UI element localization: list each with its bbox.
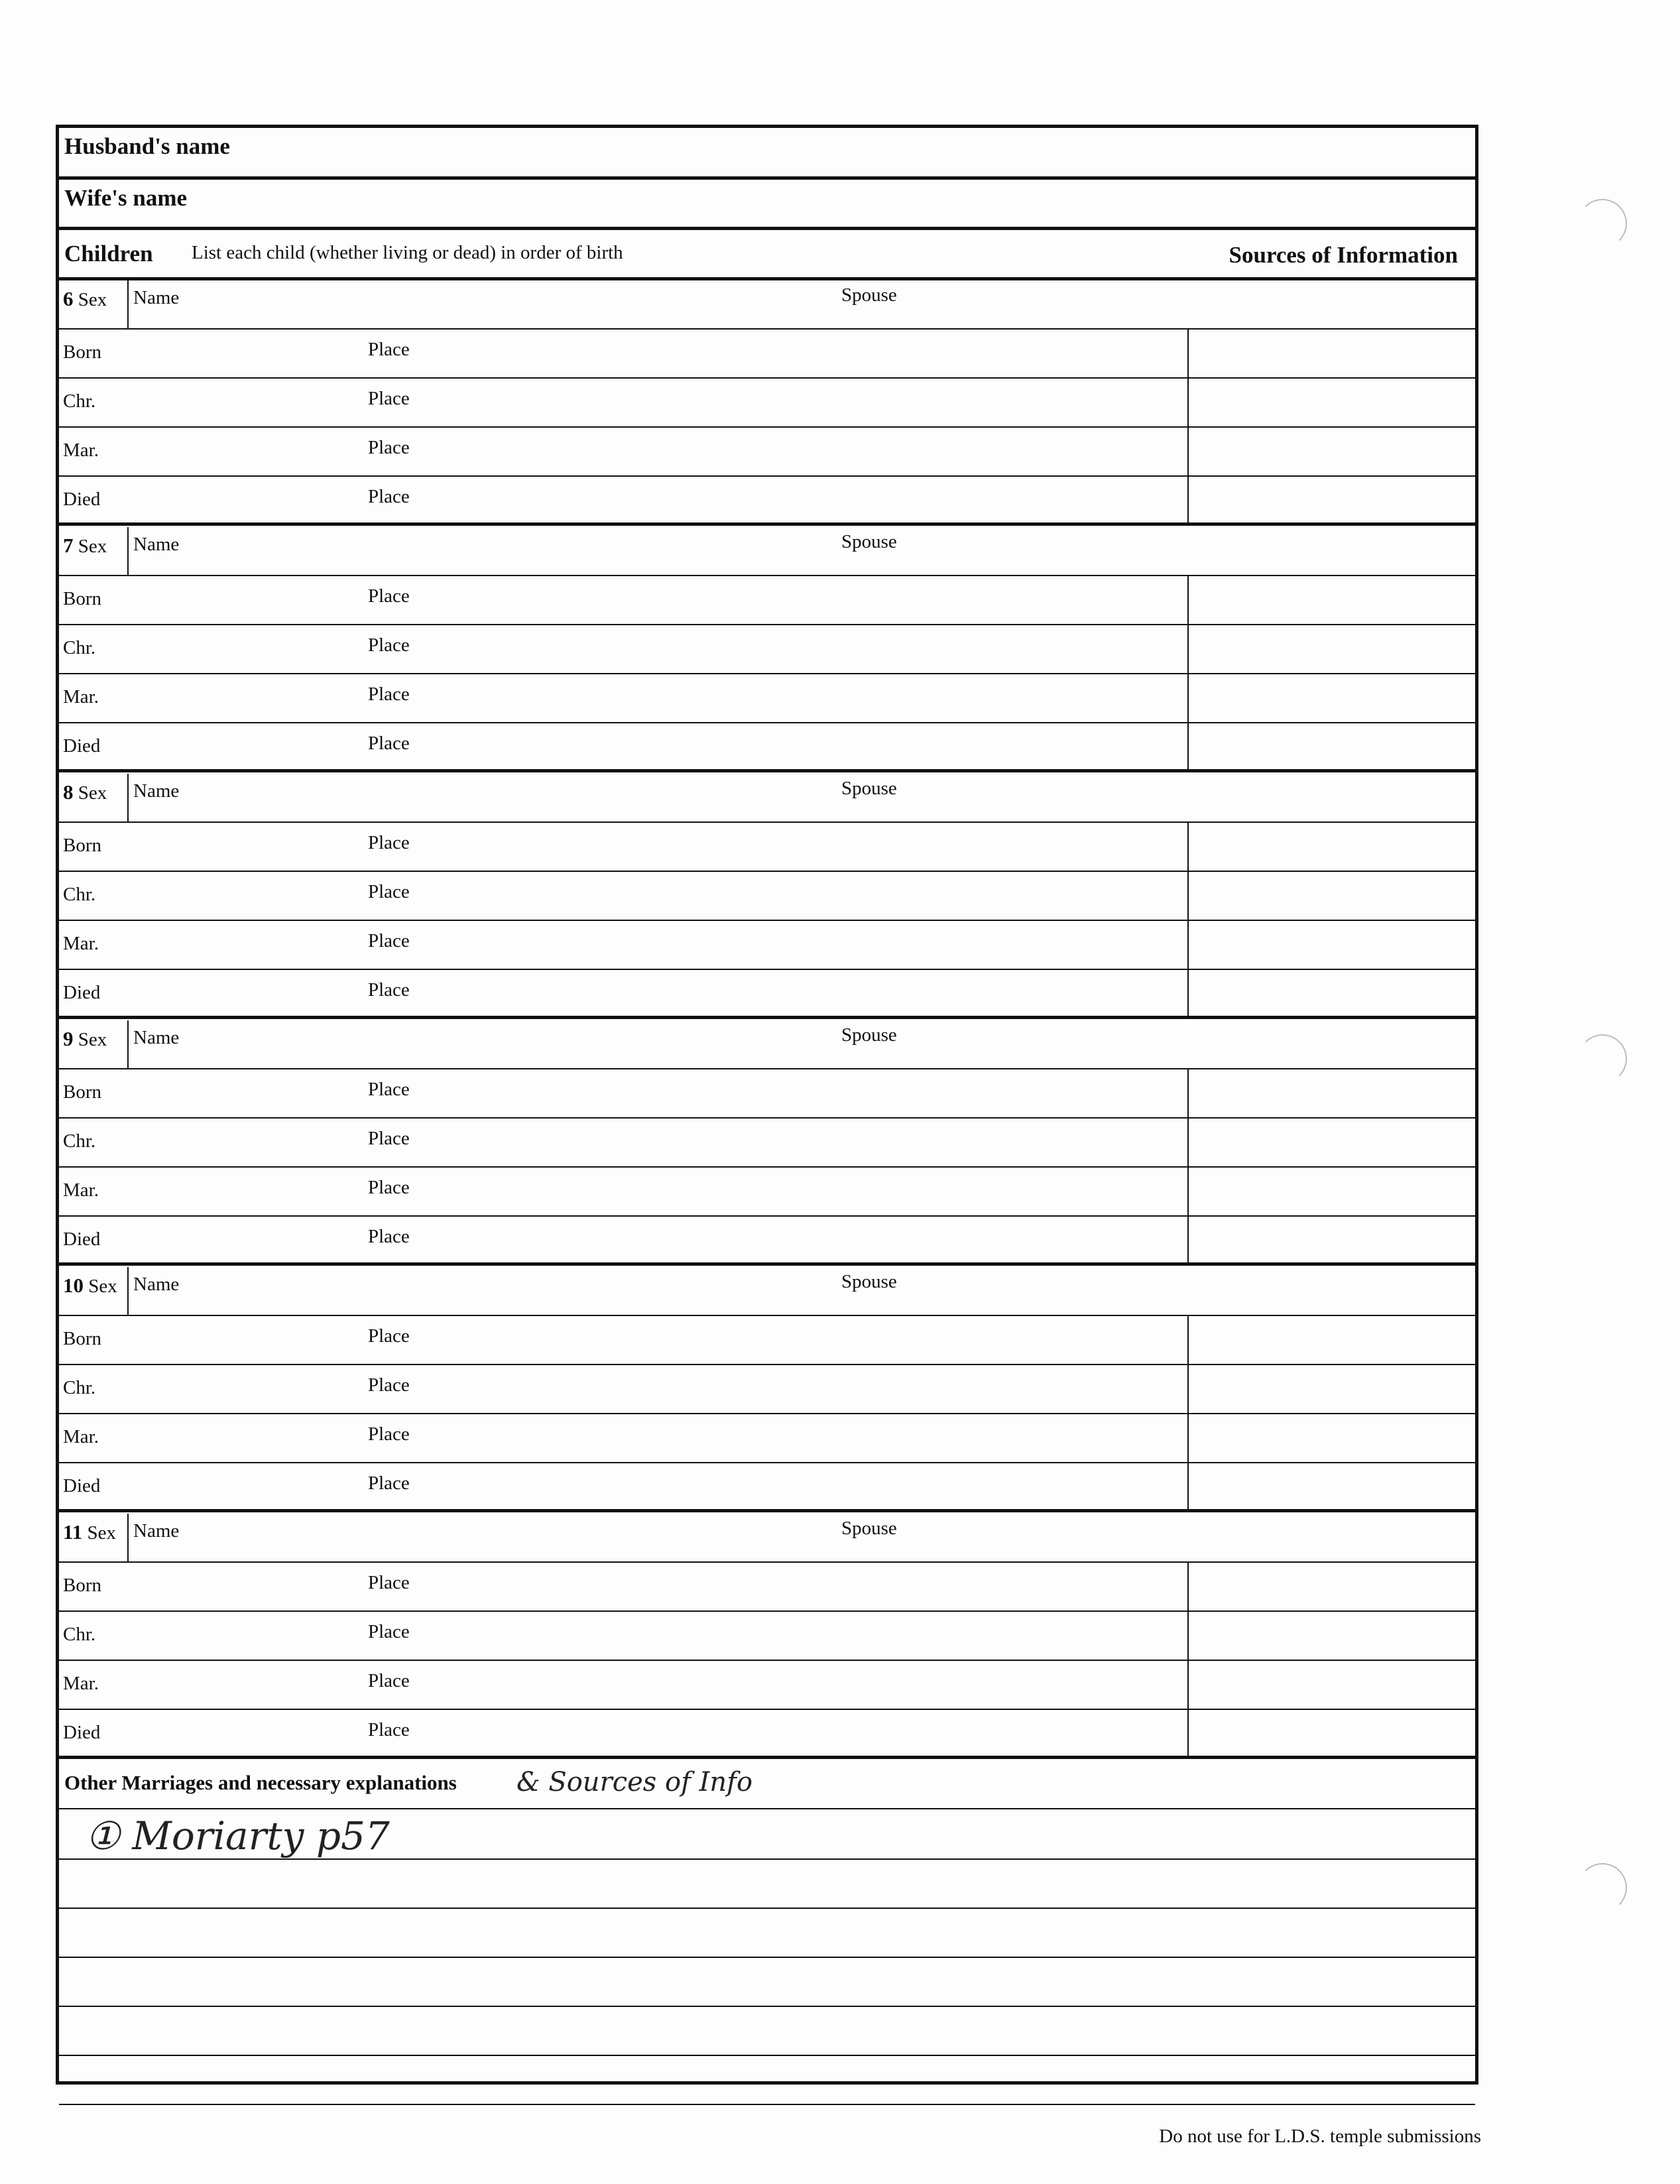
event-row-born[interactable] [59,1316,1475,1365]
other-marriages-header-row [59,1760,1475,1809]
punch-hole-mark [1578,199,1627,248]
source-cell[interactable] [1187,1069,1189,1117]
source-cell[interactable] [1187,477,1189,522]
name-label: Name [133,534,180,555]
husband-name-row[interactable] [59,128,1475,180]
children-label: Children [64,241,153,267]
place-label: Place [368,1374,410,1396]
event-row-mar[interactable] [59,1661,1475,1710]
source-cell[interactable] [1187,625,1189,673]
child-name-row[interactable] [59,280,1475,330]
event-row-born[interactable] [59,1069,1475,1119]
spouse-label: Spouse [841,778,897,799]
child-block [59,774,1475,1020]
spouse-label: Spouse [841,1518,897,1539]
source-cell[interactable] [1187,1365,1189,1413]
child-number: 10 Sex [63,1274,117,1297]
event-label: Mar. [63,1180,99,1201]
note-line[interactable] [59,2104,1475,2105]
event-label: Born [63,341,101,363]
place-label: Place [368,1424,410,1445]
event-row-died[interactable] [59,477,1475,526]
place-label: Place [368,684,410,705]
sex-divider [127,280,129,330]
event-label: Died [63,1475,101,1496]
child-number: 6 Sex [63,287,107,310]
source-cell[interactable] [1187,1414,1189,1462]
spouse-label: Spouse [841,1024,897,1046]
place-label: Place [368,979,410,1001]
place-label: Place [368,486,410,507]
event-row-born[interactable] [59,576,1475,625]
handwritten-sources-heading: & Sources of Info [516,1767,753,1797]
event-label: Born [63,1575,101,1596]
source-cell[interactable] [1187,1168,1189,1215]
name-label: Name [133,287,180,308]
child-number: 7 Sex [63,534,107,557]
wife-name-row[interactable] [59,180,1475,230]
name-label: Name [133,1520,180,1542]
husband-name-label: Husband's name [64,133,230,159]
place-label: Place [368,733,410,754]
note-line[interactable] [59,2055,1475,2056]
sex-divider [127,527,129,576]
event-row-mar[interactable] [59,921,1475,970]
place-label: Place [368,1079,410,1100]
place-label: Place [368,1128,410,1149]
event-row-chr[interactable] [59,625,1475,674]
place-label: Place [368,339,410,360]
other-marriages-label: Other Marriages and necessary explanations [64,1771,457,1794]
source-cell[interactable] [1187,970,1189,1016]
event-label: Mar. [63,1426,99,1447]
spouse-label: Spouse [841,1271,897,1292]
event-label: Mar. [63,440,99,461]
sex-divider [127,774,129,823]
child-number: 8 Sex [63,780,107,804]
source-cell[interactable] [1187,674,1189,722]
place-label: Place [368,388,410,409]
place-label: Place [368,1325,410,1347]
sex-divider [127,1267,129,1316]
event-label: Mar. [63,1673,99,1694]
place-label: Place [368,930,410,951]
event-row-died[interactable] [59,723,1475,772]
source-cell[interactable] [1187,379,1189,426]
sex-divider [127,1514,129,1563]
event-row-died[interactable] [59,1463,1475,1512]
name-label: Name [133,780,180,802]
event-row-mar[interactable] [59,1414,1475,1463]
event-label: Died [63,1722,101,1743]
child-name-row[interactable] [59,527,1475,576]
spouse-label: Spouse [841,531,897,552]
event-row-mar[interactable] [59,1168,1475,1217]
source-cell[interactable] [1187,1463,1189,1509]
event-row-died[interactable] [59,1710,1475,1759]
event-label: Born [63,588,101,609]
event-label: Died [63,1229,101,1250]
place-label: Place [368,1226,410,1247]
event-row-chr[interactable] [59,1119,1475,1168]
event-row-chr[interactable] [59,1365,1475,1414]
event-label: Chr. [63,1624,96,1645]
event-row-died[interactable] [59,970,1475,1019]
place-label: Place [368,1621,410,1642]
event-label: Mar. [63,686,99,707]
child-block [59,1020,1475,1267]
place-label: Place [368,585,410,607]
place-label: Place [368,635,410,656]
family-group-record-form [56,125,1478,2085]
event-row-chr[interactable] [59,872,1475,921]
event-label: Chr. [63,391,96,412]
child-block [59,1514,1475,1760]
children-header-row [59,230,1475,280]
note-line[interactable] [59,1858,1475,1860]
other-marriages-section [59,1760,1475,2081]
punch-hole-mark [1578,1034,1627,1083]
note-line[interactable] [59,1957,1475,1958]
wife-name-label: Wife's name [64,185,188,211]
punch-hole-mark [1578,1863,1627,1912]
child-block [59,527,1475,774]
source-cell[interactable] [1187,1612,1189,1660]
event-label: Died [63,982,101,1003]
child-block [59,280,1475,527]
place-label: Place [368,1719,410,1740]
event-label: Born [63,1081,101,1103]
event-row-born[interactable] [59,330,1475,379]
spouse-label: Spouse [841,284,897,306]
source-cell[interactable] [1187,723,1189,769]
event-row-mar[interactable] [59,428,1475,477]
source-cell[interactable] [1187,1661,1189,1709]
sex-divider [127,1020,129,1069]
name-label: Name [133,1274,180,1295]
event-row-mar[interactable] [59,674,1475,723]
source-cell[interactable] [1187,1563,1189,1610]
place-label: Place [368,1177,410,1198]
sources-of-information-label: Sources of Information [1229,242,1458,268]
source-cell[interactable] [1187,921,1189,969]
source-cell[interactable] [1187,1316,1189,1364]
source-cell[interactable] [1187,872,1189,920]
source-cell[interactable] [1187,1119,1189,1166]
place-label: Place [368,437,410,458]
place-label: Place [368,881,410,902]
event-label: Chr. [63,1377,96,1398]
event-label: Born [63,835,101,856]
event-row-born[interactable] [59,1563,1475,1612]
event-row-chr[interactable] [59,379,1475,428]
event-label: Mar. [63,933,99,954]
source-cell[interactable] [1187,1217,1189,1262]
source-cell[interactable] [1187,428,1189,475]
source-cell[interactable] [1187,330,1189,377]
source-cell[interactable] [1187,823,1189,871]
footer-note: Do not use for L.D.S. temple submissions [1159,2126,1481,2147]
child-block [59,1267,1475,1514]
child-number: 11 Sex [63,1520,117,1544]
event-label: Chr. [63,884,96,905]
event-label: Chr. [63,637,96,658]
event-label: Chr. [63,1130,96,1152]
event-label: Died [63,735,101,757]
place-label: Place [368,1572,410,1593]
child-name-row[interactable] [59,774,1475,823]
child-name-row[interactable] [59,1514,1475,1563]
place-label: Place [368,1670,410,1691]
child-number: 9 Sex [63,1027,107,1050]
event-row-born[interactable] [59,823,1475,872]
child-name-row[interactable] [59,1020,1475,1069]
name-label: Name [133,1027,180,1048]
place-label: Place [368,1473,410,1494]
place-label: Place [368,832,410,853]
event-label: Died [63,489,101,510]
note-line[interactable] [59,2006,1475,2007]
event-label: Born [63,1328,101,1349]
handwritten-entry: ① Moriarty p57 [86,1813,390,1858]
event-row-chr[interactable] [59,1612,1475,1661]
source-cell[interactable] [1187,1710,1189,1756]
source-cell[interactable] [1187,576,1189,624]
event-row-died[interactable] [59,1217,1475,1266]
note-line[interactable] [59,1908,1475,1909]
child-name-row[interactable] [59,1267,1475,1316]
children-instruction: List each child (whether living or dead) in order of birth [192,242,623,263]
